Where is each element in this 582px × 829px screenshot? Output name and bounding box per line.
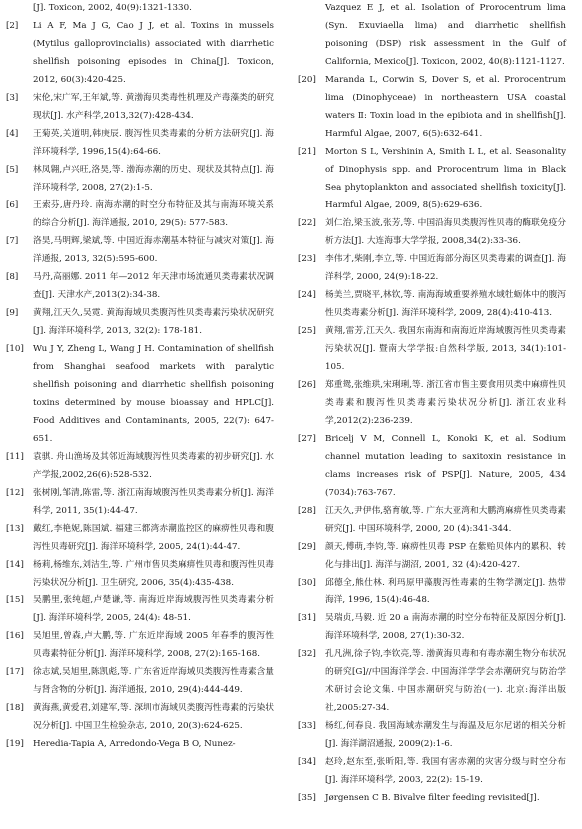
reference-number: [13]	[6, 523, 24, 534]
reference-item	[298, 754, 566, 790]
reference-text: 洛昊,马明辉,梁斌,等. 中国近海赤潮基本特征与减灾对策[J]. 海洋通报, 2013, 32(5):595-600.	[33, 236, 274, 265]
reference-item	[6, 592, 274, 628]
reference-item	[298, 144, 566, 216]
reference-number: [5]	[6, 164, 19, 175]
references-column-left	[6, 0, 274, 754]
reference-item	[6, 18, 274, 90]
reference-item	[298, 251, 566, 287]
reference-item	[298, 287, 566, 323]
reference-item	[6, 449, 274, 485]
reference-number: [27]	[298, 433, 316, 444]
reference-number: [23]	[298, 254, 316, 265]
reference-text: Vazquez E J, et al. Isolation of Prorocentrum lima (Syn. Exuviaella lima) and diarrhetic shellfish poisoning (DSP) risk assessment in the Gulf of California, Mexico[J]. Toxicon, 2002, 40(8):1121-1127.	[325, 3, 566, 67]
reference-number: [12]	[6, 487, 24, 498]
reference-number: [15]	[6, 595, 24, 606]
reference-text: 张树刚,邹清,陈雷,等. 浙江南海域腹泻性贝类毒素分析[J]. 海洋科学, 2011, 35(1):44-47.	[33, 487, 274, 516]
reference-item	[298, 377, 566, 431]
reference-number: [21]	[298, 146, 316, 157]
reference-number: [16]	[6, 631, 24, 642]
reference-text: Maranda L, Corwin S, Dover S, et al. Prorocentrum lima (Dinophyceae) in northeastern USA coastal waters Ⅱ: Toxin load in the epibiota and in shellfish[J]. Harmful Algae, 2007, 6(5):632-641.	[325, 74, 566, 139]
reference-item	[298, 0, 566, 72]
reference-number: [30]	[298, 577, 316, 588]
reference-number: [6]	[6, 200, 19, 211]
reference-item	[298, 72, 566, 144]
reference-text: Jørgensen C B. Bivalve filter feeding revisited[J].	[325, 792, 540, 803]
reference-number: [2]	[6, 20, 19, 31]
reference-item	[6, 736, 274, 754]
reference-text: 林凤翱,卢兴旺,洛昊,等. 渤海赤潮的历史、现状及其特点[J]. 海洋环境科学, 2008, 27(2):1-5.	[33, 164, 274, 193]
reference-text: 吴瑞贞,马毅. 近 20 a 南海赤潮的时空分布特征及原因分析[J]. 海洋环境科学, 2008, 27(1):30-32.	[325, 613, 566, 642]
reference-text: 邱德全,熊仕林. 利玛原甲藻腹泻性毒素的生物学测定[J]. 热带海洋, 1996, 15(4):46-48.	[325, 577, 566, 606]
reference-number: [3]	[6, 92, 19, 103]
reference-item	[298, 215, 566, 251]
reference-item	[6, 628, 274, 664]
reference-text: Bricelj V M, Connell L, Konoki K, et al. Sodium channel mutation leading to saxitoxin resistance in clams increases risk of PSP[J]. Nature, 2005, 434 (7034):763-767.	[325, 433, 566, 498]
reference-text: 王菊英,关道明,韩庚辰. 腹泻性贝类毒素的分析方法研究[J]. 海洋环境科学, 1996,15(4):64-66.	[33, 128, 274, 157]
reference-number: [7]	[6, 236, 19, 247]
reference-text: 颜天,傅萌,李钧,等. 麻痹性贝毒 PSP 在紫贻贝体内的累积、转化与排出[J]. 海洋与湖沼, 2001, 32 (4):420-427.	[325, 541, 566, 570]
reference-number: [25]	[298, 326, 316, 337]
reference-item	[6, 126, 274, 162]
reference-item	[6, 233, 274, 269]
reference-number: [28]	[298, 505, 316, 516]
reference-text: 江天久,尹伊伟,骆育敏,等. 广东大亚湾和大鹏湾麻痹性贝类毒素研究[J]. 中国环境科学, 2000, 20 (4):341-344.	[325, 505, 566, 534]
reference-text: 宋伦,宋广军,王年斌,等. 黄渤海贝类毒性机理及产毒藻类的研究现状[J]. 水产科学,2013,32(7):428-434.	[33, 92, 274, 121]
reference-text: 王索芬,唐丹玲. 南海赤潮的时空分布特征及其与南海环境关系的综合分析[J]. 海洋通报, 2010, 29(5): 577-583.	[33, 200, 274, 229]
reference-item	[298, 610, 566, 646]
reference-item	[6, 664, 274, 700]
reference-text: 赵玲,赵东至,张昕阳,等. 我国有害赤潮的灾害分级与时空分布[J]. 海洋环境科学, 2003, 22(2): 15-19.	[325, 757, 566, 785]
reference-number: [9]	[6, 308, 19, 319]
reference-number: [22]	[298, 218, 316, 229]
reference-text: Morton S L, Vershinin A, Smith L L, et al. Seasonality of Dinophysis spp. and Prorocentrum lima in Black Sea phytoplankton and associated shellfish toxicity[J]. Harmful Algae, 2009, 8(5):629-636.	[325, 146, 566, 211]
reference-number: [29]	[298, 541, 316, 552]
reference-item	[6, 197, 274, 233]
reference-text: 戴红,李艳妮,陈国斌. 福建三都湾赤潮监控区的麻痹性贝毒和腹泻性贝毒研究[J]. 海洋环境科学, 2005, 24(1):44-47.	[33, 523, 274, 552]
reference-item	[298, 718, 566, 754]
reference-item	[298, 539, 566, 575]
reference-item	[6, 341, 274, 449]
reference-number: [4]	[6, 128, 19, 139]
reference-item	[6, 269, 274, 305]
reference-number: [33]	[298, 721, 316, 732]
reference-text: 袁骐. 舟山渔场及其邻近海域腹泻性贝类毒素的初步研究[J]. 水产学报,2002,26(6):528-532.	[33, 451, 274, 480]
reference-text: 黄翔,雷芳,江天久. 我国东南海和南海近岸海域腹泻性贝类毒素污染状况[J]. 暨南大学学报:自然科学版, 2013, 34(1):101-105.	[325, 326, 566, 373]
reference-item	[298, 646, 566, 718]
reference-item	[6, 557, 274, 593]
reference-item	[298, 790, 566, 808]
reference-text: 吴旭里,曾森,卢大鹏,等. 广东近岸海域 2005 年春季的腹泻性贝毒素特征分析[J]. 海洋环境科学, 2008, 27(2):165-168.	[33, 631, 274, 660]
reference-text: 郑重鸳,张维珙,宋琍琍,等. 浙江省市售主要食用贝类中麻痹性贝类毒素和腹泻性贝类毒素污染状况分析[J]. 浙江农业科学,2012(2):236-239.	[325, 380, 566, 426]
reference-number: [8]	[6, 272, 19, 283]
reference-text: 杨美兰,贾晓平,林钦,等. 南海海域重要养殖水域牡蛎体中的腹泻性贝类毒素分析[J]. 海洋环境科学, 2009, 28(4):410-413.	[325, 290, 566, 319]
reference-text: 马丹,高丽娜. 2011 年—2012 年天津市场流通贝类毒素状况调查[J]. 天津水产,2013(2):34-38.	[33, 272, 274, 301]
reference-number: [35]	[298, 792, 316, 803]
reference-text: 黄翔,江天久,吴霓. 黄海海域贝类腹泻性贝类毒素污染状况研究[J]. 海洋环境科学, 2013, 32(2): 178-181.	[33, 308, 274, 337]
reference-item	[298, 431, 566, 503]
reference-text: Li A F, Ma J G, Cao J J, et al. Toxins in mussels (Mytilus galloprovincialis) associated with diarrhetic shellfish poisoning episodes in China[J]. Toxicon, 2012, 60(3):420-425.	[33, 20, 274, 85]
reference-text: 徐志斌,吴旭里,陈凯彪,等. 广东省近岸海域贝类腹泻性毒素含量与肾含物的分析[J]. 海洋通报, 2010, 29(4):444-449.	[33, 667, 274, 696]
reference-text: 刘仁治,梁玉波,张芳,等. 中国沿海贝类腹泻性贝毒的酶联免疫分析方法[J]. 大连海事大学学报, 2008,34(2):33-36.	[325, 218, 566, 247]
reference-item	[298, 575, 566, 611]
reference-item	[298, 323, 566, 377]
reference-number: [31]	[298, 613, 316, 624]
reference-text: 孔凡洲,徐子钧,李钦亮,等. 渤黄海贝毒和有毒赤潮生物分布状况的研究[G]//中国海洋学会. 中国海洋学学会赤潮研究与防治学术研讨会论文集. 中国赤潮研究与防治(一). 北京:海洋出版社,2005:27-34.	[325, 649, 566, 714]
reference-item	[6, 90, 274, 126]
reference-number: [10]	[6, 344, 24, 355]
reference-number: [24]	[298, 290, 316, 301]
reference-number: [19]	[6, 739, 24, 750]
reference-item	[6, 521, 274, 557]
reference-text: 杨红,何春良. 我国海域赤潮发生与海温及厄尔尼诺的相关分析[J]. 海洋湖沼通报, 2009(2):1-6.	[325, 721, 566, 750]
reference-item	[6, 162, 274, 198]
reference-number: [14]	[6, 559, 24, 570]
reference-item	[6, 0, 274, 18]
reference-item	[6, 700, 274, 736]
reference-text: 杨莉,杨维东,刘洁生,等. 广州市售贝类麻痹性贝毒和腹泻性贝毒污染状况分析[J]. 卫生研究, 2006, 35(4):435-438.	[33, 559, 274, 588]
reference-text: 李伟才,柴刚,李立,等. 中国近海部分海区贝类毒素的调查[J]. 海洋科学, 2000, 24(9):18-22.	[325, 254, 566, 283]
references-column-right	[298, 0, 566, 808]
reference-number: [20]	[298, 74, 316, 85]
reference-item	[298, 503, 566, 539]
reference-text: Wu J Y, Zheng L, Wang J H. Contamination of shellfish from Shanghai seafood markets with paralytic shellfish poisoning and diarrhetic shellfish poisoning toxins determined by mouse bioassay and HPLC[J]. Food Additives and Contaminants, 2005, 22(7): 647-651.	[33, 344, 274, 444]
reference-number: [18]	[6, 703, 24, 714]
reference-number: [11]	[6, 451, 24, 462]
reference-item	[6, 485, 274, 521]
reference-text: [J]. Toxicon, 2002, 40(9):1321-1330.	[33, 3, 192, 13]
reference-number: [17]	[6, 667, 24, 678]
reference-number: [26]	[298, 380, 316, 391]
reference-text: 黄海燕,黄爱君,刘建军,等. 深圳市海域贝类腹泻性毒素的污染状况分析[J]. 中国卫生检验杂志, 2010, 20(3):624-625.	[33, 703, 274, 732]
reference-item	[6, 305, 274, 341]
reference-text: Heredia-Tapia A, Arredondo-Vega B O, Nunez-	[33, 739, 236, 750]
reference-number: [32]	[298, 649, 316, 660]
reference-text: 吴鹏里,张纯超,卢楚谦,等. 南海近岸海域腹泻性贝类毒素分析[J]. 海洋环境科学, 2005, 24(4): 48-51.	[33, 595, 274, 624]
reference-number: [34]	[298, 757, 316, 768]
